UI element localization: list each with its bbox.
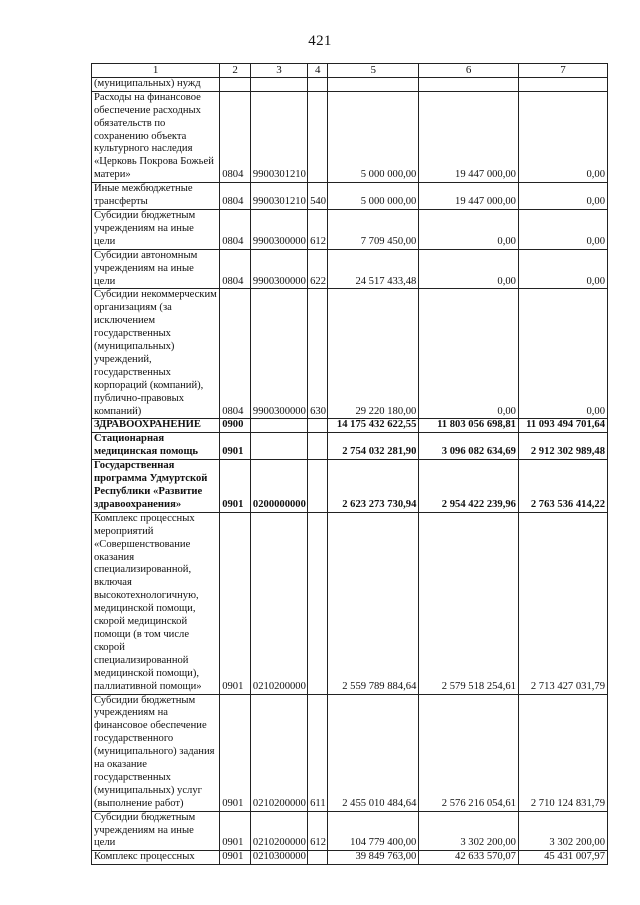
row-section: 0901 xyxy=(220,512,251,694)
table-row xyxy=(92,811,608,851)
row-value-6: 3 096 082 634,69 xyxy=(419,433,519,460)
row-value-6: 2 579 518 254,61 xyxy=(419,512,519,694)
row-value-7: 0,00 xyxy=(518,289,607,419)
row-name: Комплекс процессных xyxy=(92,851,220,865)
row-type xyxy=(308,419,328,433)
row-value-5: 2 455 010 484,64 xyxy=(328,694,419,811)
row-value-7: 2 763 536 414,22 xyxy=(518,460,607,513)
table-row-subsection xyxy=(92,433,608,460)
budget-table xyxy=(91,63,608,865)
row-value-5: 29 220 180,00 xyxy=(328,289,419,419)
row-type xyxy=(308,91,328,182)
row-section: 0804 xyxy=(220,209,251,249)
row-value-7: 0,00 xyxy=(518,249,607,289)
row-value-5: 2 559 789 884,64 xyxy=(328,512,419,694)
row-value-7 xyxy=(518,77,607,91)
row-value-6: 3 302 200,00 xyxy=(419,811,519,851)
row-value-5 xyxy=(328,77,419,91)
row-type xyxy=(308,851,328,865)
row-target: 0210200000 xyxy=(250,811,307,851)
row-type xyxy=(308,433,328,460)
row-value-5: 14 175 432 622,55 xyxy=(328,419,419,433)
table-row xyxy=(92,512,608,694)
header-col-7: 7 xyxy=(518,64,607,78)
row-target: 0200000000 xyxy=(250,460,307,513)
row-name: Стационарная медицинская помощь xyxy=(92,433,220,460)
table-row xyxy=(92,209,608,249)
row-value-6: 2 954 422 239,96 xyxy=(419,460,519,513)
row-value-5: 2 754 032 281,90 xyxy=(328,433,419,460)
row-value-5: 104 779 400,00 xyxy=(328,811,419,851)
row-value-7: 2 912 302 989,48 xyxy=(518,433,607,460)
row-section: 0901 xyxy=(220,851,251,865)
table-row-section-total xyxy=(92,419,608,433)
row-value-6: 0,00 xyxy=(419,209,519,249)
row-section: 0901 xyxy=(220,811,251,851)
table-row xyxy=(92,694,608,811)
row-section: 0901 xyxy=(220,460,251,513)
header-col-5: 5 xyxy=(328,64,419,78)
row-name: Субсидии некоммерческим организациям (за исключением государственных (муниципальных) учреждений, государственных корпораций (компаний), публично-правовых компаний) xyxy=(92,289,220,419)
row-name: Субсидии бюджетным учреждениям на иные цели xyxy=(92,209,220,249)
row-type: 630 xyxy=(308,289,328,419)
row-value-6: 42 633 570,07 xyxy=(419,851,519,865)
header-row xyxy=(92,64,608,78)
row-target: 9900301210 xyxy=(250,183,307,210)
row-value-5: 24 517 433,48 xyxy=(328,249,419,289)
row-target: 0210200000 xyxy=(250,694,307,811)
row-target xyxy=(250,419,307,433)
row-type: 540 xyxy=(308,183,328,210)
row-section xyxy=(220,77,251,91)
table-row xyxy=(92,249,608,289)
table-row-program xyxy=(92,460,608,513)
row-name: Субсидии бюджетным учреждениям на иные цели xyxy=(92,811,220,851)
row-value-7: 45 431 007,97 xyxy=(518,851,607,865)
row-value-6: 19 447 000,00 xyxy=(419,183,519,210)
header-col-6: 6 xyxy=(419,64,519,78)
table-row xyxy=(92,91,608,182)
row-target xyxy=(250,77,307,91)
row-name: Государственная программа Удмуртской Республики «Развитие здравоохранения» xyxy=(92,460,220,513)
row-section: 0804 xyxy=(220,289,251,419)
row-section: 0804 xyxy=(220,183,251,210)
row-name: Субсидии бюджетным учреждениям на финансовое обеспечение государственного (муниципального) задания на оказание государственных (муниципальных) услуг (выполнение работ) xyxy=(92,694,220,811)
row-type: 612 xyxy=(308,811,328,851)
row-section: 0804 xyxy=(220,91,251,182)
row-name: Комплекс процессных мероприятий «Совершенствование оказания специализированной, включая высокотехнологичную, медицинской помощи, скорой медицинской помощи (в том числе скорой специализированной медицинской помощи), паллиативной помощи» xyxy=(92,512,220,694)
table-row xyxy=(92,289,608,419)
row-name: ЗДРАВООХРАНЕНИЕ xyxy=(92,419,220,433)
table-row xyxy=(92,77,608,91)
row-value-5: 39 849 763,00 xyxy=(328,851,419,865)
row-value-7: 2 713 427 031,79 xyxy=(518,512,607,694)
page-number: 421 xyxy=(308,33,332,49)
row-value-7: 0,00 xyxy=(518,209,607,249)
row-value-6: 11 803 056 698,81 xyxy=(419,419,519,433)
row-name: Субсидии автономным учреждениям на иные цели xyxy=(92,249,220,289)
row-section: 0901 xyxy=(220,433,251,460)
row-value-7: 0,00 xyxy=(518,91,607,182)
table-row xyxy=(92,183,608,210)
row-value-7: 11 093 494 701,64 xyxy=(518,419,607,433)
row-target: 0210200000 xyxy=(250,512,307,694)
row-type xyxy=(308,460,328,513)
row-type: 611 xyxy=(308,694,328,811)
header-col-4: 4 xyxy=(308,64,328,78)
row-value-5: 2 623 273 730,94 xyxy=(328,460,419,513)
row-value-5: 5 000 000,00 xyxy=(328,183,419,210)
table-row xyxy=(92,851,608,865)
row-type: 612 xyxy=(308,209,328,249)
row-target: 9900300000 xyxy=(250,289,307,419)
row-name: (муниципальных) нужд xyxy=(92,77,220,91)
row-type: 622 xyxy=(308,249,328,289)
row-target xyxy=(250,433,307,460)
row-value-7: 2 710 124 831,79 xyxy=(518,694,607,811)
row-value-6: 0,00 xyxy=(419,289,519,419)
row-value-6: 19 447 000,00 xyxy=(419,91,519,182)
row-section: 0804 xyxy=(220,249,251,289)
row-name: Расходы на финансовое обеспечение расходных обязательств по сохранению объекта культурного наследия «Церковь Покрова Божьей матери» xyxy=(92,91,220,182)
row-value-7: 3 302 200,00 xyxy=(518,811,607,851)
row-target: 9900300000 xyxy=(250,249,307,289)
row-value-6 xyxy=(419,77,519,91)
row-type xyxy=(308,77,328,91)
row-value-5: 5 000 000,00 xyxy=(328,91,419,182)
header-col-1: 1 xyxy=(92,64,220,78)
row-value-6: 0,00 xyxy=(419,249,519,289)
row-name: Иные межбюджетные трансферты xyxy=(92,183,220,210)
row-target: 9900300000 xyxy=(250,209,307,249)
row-type xyxy=(308,512,328,694)
row-value-7: 0,00 xyxy=(518,183,607,210)
row-value-5: 7 709 450,00 xyxy=(328,209,419,249)
header-col-3: 3 xyxy=(250,64,307,78)
row-target: 0210300000 xyxy=(250,851,307,865)
row-target: 9900301210 xyxy=(250,91,307,182)
row-value-6: 2 576 216 054,61 xyxy=(419,694,519,811)
row-section: 0900 xyxy=(220,419,251,433)
row-section: 0901 xyxy=(220,694,251,811)
header-col-2: 2 xyxy=(220,64,251,78)
